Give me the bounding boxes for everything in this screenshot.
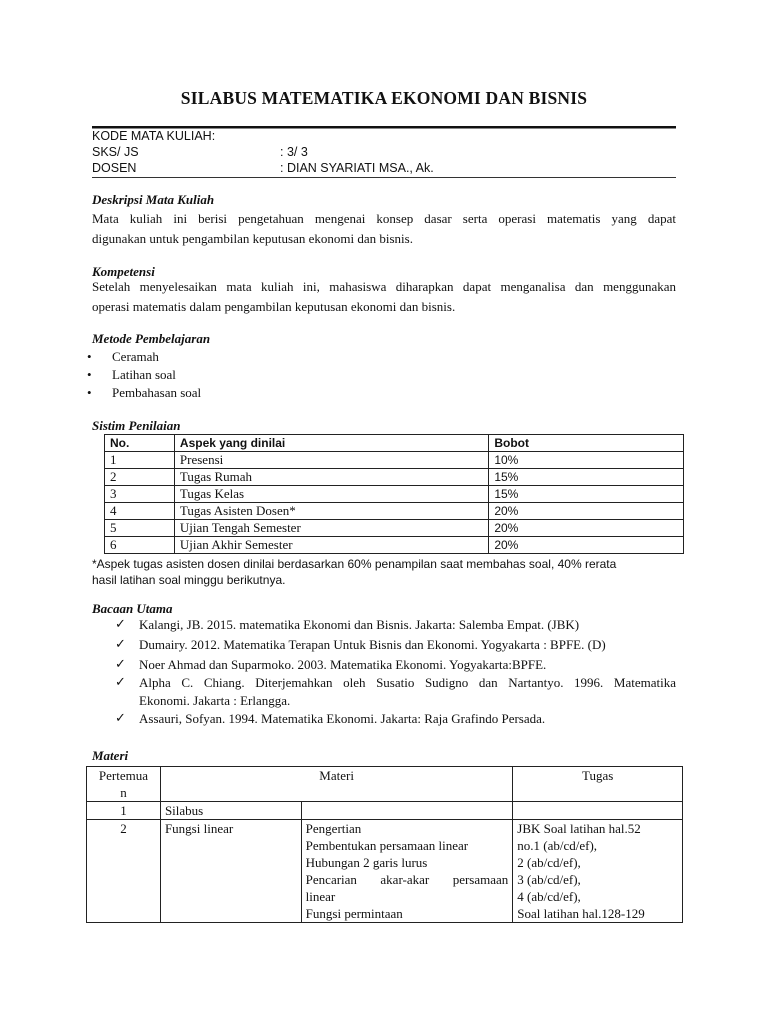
metode-item-label: Pembahasan soal xyxy=(112,385,202,400)
tugas-line: 4 (ab/cd/ef), xyxy=(517,889,581,904)
subtopic-line: Hubungan 2 garis lurus xyxy=(305,855,428,870)
grading-table xyxy=(104,434,684,554)
cell-pertemuan: 2 xyxy=(87,820,161,923)
materi-heading: Materi xyxy=(92,748,129,763)
metode-item-label: Ceramah xyxy=(112,349,159,364)
cell-bobot: 20% xyxy=(489,503,684,520)
bullet-icon: • xyxy=(87,349,92,364)
column-header-materi: Materi xyxy=(160,767,512,802)
subtopic-line: Pencarian akar-akar persamaan xyxy=(305,872,509,887)
meta-label-kode: KODE MATA KULIAH: xyxy=(92,129,216,143)
cell-aspek: Ujian Tengah Semester xyxy=(174,520,488,537)
tugas-line: 2 (ab/cd/ef), xyxy=(517,855,581,870)
cell-no: 5 xyxy=(105,520,175,537)
cell-tugas xyxy=(513,802,683,820)
cell-pertemuan: 1 xyxy=(87,802,161,820)
tugas-line: JBK Soal latihan hal.52 xyxy=(517,821,641,836)
checkmark-icon: ✓ xyxy=(115,675,126,690)
column-header-bobot: Bobot xyxy=(489,435,684,452)
cell-bobot: 10% xyxy=(489,452,684,469)
table-row xyxy=(105,452,684,469)
column-header-pertemuan-line-2: n xyxy=(120,785,127,800)
table-row xyxy=(87,802,683,820)
checkmark-icon: ✓ xyxy=(115,617,126,632)
column-header-tugas: Tugas xyxy=(513,767,683,802)
penilaian-note-line-1: *Aspek tugas asisten dosen dinilai berdasarkan 60% penampilan saat membahas soal, 40% rerata xyxy=(92,557,617,571)
subtopic-line: Pembentukan persamaan linear xyxy=(305,838,469,853)
cell-bobot: 20% xyxy=(489,537,684,554)
metode-item-label: Latihan soal xyxy=(112,367,176,382)
meta-value-sks: : 3/ 3 xyxy=(280,145,308,159)
cell-aspek: Tugas Asisten Dosen* xyxy=(174,503,488,520)
table-header-row xyxy=(87,767,683,802)
table-header-row xyxy=(105,435,684,452)
cell-bobot: 20% xyxy=(489,520,684,537)
tugas-line: Soal latihan hal.128-129 xyxy=(517,906,645,921)
cell-aspek: Tugas Kelas xyxy=(174,486,488,503)
table-row xyxy=(87,820,683,923)
bacaan-heading: Bacaan Utama xyxy=(92,601,173,616)
column-header-pertemuan xyxy=(87,767,161,802)
reference-text: Assauri, Sofyan. 1994. Matematika Ekonomi. Jakarta: Raja Grafindo Persada. xyxy=(139,711,546,726)
deskripsi-heading: Deskripsi Mata Kuliah xyxy=(92,192,215,207)
cell-aspek: Presensi xyxy=(174,452,488,469)
bullet-icon: • xyxy=(87,367,92,382)
meta-label-sks: SKS/ JS xyxy=(92,145,139,159)
deskripsi-line-2: digunakan untuk pengambilan keputusan ekonomi dan bisnis. xyxy=(92,231,413,246)
table-row xyxy=(105,503,684,520)
cell-no: 6 xyxy=(105,537,175,554)
column-header-no: No. xyxy=(105,435,175,452)
checkmark-icon: ✓ xyxy=(115,657,126,672)
cell-tugas xyxy=(513,820,683,923)
penilaian-note-line-2: hasil latihan soal minggu berikutnya. xyxy=(92,573,286,587)
cell-topic: Silabus xyxy=(160,802,301,820)
reference-text: Alpha C. Chiang. Diterjemahkan oleh Susatio Sudigno dan Nartantyo. 1996. Matematika xyxy=(139,675,676,690)
meta-divider xyxy=(92,177,676,178)
reference-text-continued: Ekonomi. Jakarta : Erlangga. xyxy=(139,693,291,708)
reference-text: Kalangi, JB. 2015. matematika Ekonomi dan Bisnis. Jakarta: Salemba Empat. (JBK) xyxy=(139,617,580,632)
cell-subtopic xyxy=(301,802,513,820)
meta-label-dosen: DOSEN xyxy=(92,161,137,175)
reference-item xyxy=(115,635,676,655)
subtopic-line: Pengertian xyxy=(305,821,362,836)
column-header-pertemuan-line-1: Pertemua xyxy=(98,768,149,783)
table-row xyxy=(105,520,684,537)
kompetensi-text xyxy=(92,277,676,317)
subtopic-line: linear xyxy=(305,889,336,904)
page-title: SILABUS MATEMATIKA EKONOMI DAN BISNIS xyxy=(180,88,588,108)
reference-text: Dumairy. 2012. Matematika Terapan Untuk Bisnis dan Ekonomi. Yogyakarta : BPFE. (D) xyxy=(139,637,606,652)
cell-no: 4 xyxy=(105,503,175,520)
meta-value-dosen: : DIAN SYARIATI MSA., Ak. xyxy=(280,161,434,175)
penilaian-heading: Sistim Penilaian xyxy=(92,418,181,433)
cell-topic: Fungsi linear xyxy=(160,820,301,923)
checkmark-icon: ✓ xyxy=(115,637,126,652)
reference-item xyxy=(115,615,676,635)
table-row xyxy=(105,486,684,503)
cell-subtopic xyxy=(301,820,513,923)
metode-heading: Metode Pembelajaran xyxy=(92,331,211,346)
cell-aspek: Ujian Akhir Semester xyxy=(174,537,488,554)
reference-item xyxy=(115,673,676,713)
bullet-icon: • xyxy=(87,385,92,400)
checkmark-icon: ✓ xyxy=(115,711,126,726)
tugas-line: 3 (ab/cd/ef), xyxy=(517,872,581,887)
subtopic-line: Fungsi permintaan xyxy=(305,906,403,921)
table-row xyxy=(105,537,684,554)
table-row xyxy=(105,469,684,486)
cell-bobot: 15% xyxy=(489,486,684,503)
cell-no: 2 xyxy=(105,469,175,486)
cell-no: 1 xyxy=(105,452,175,469)
reference-item xyxy=(115,655,676,675)
reference-item xyxy=(115,709,676,729)
kompetensi-line-2: operasi matematis dalam pengambilan keputusan ekonomi dan bisnis. xyxy=(92,299,456,314)
cell-no: 3 xyxy=(105,486,175,503)
deskripsi-line-1: Mata kuliah ini berisi pengetahuan mengenai konsep dasar serta operasi matematis yang dapat xyxy=(92,211,676,226)
cell-bobot: 15% xyxy=(489,469,684,486)
reference-text: Noer Ahmad dan Suparmoko. 2003. Matematika Ekonomi. Yogyakarta:BPFE. xyxy=(139,657,547,672)
cell-aspek: Tugas Rumah xyxy=(174,469,488,486)
column-header-aspek: Aspek yang dinilai xyxy=(174,435,488,452)
deskripsi-text xyxy=(92,209,676,249)
tugas-line: no.1 (ab/cd/ef), xyxy=(517,838,598,853)
kompetensi-line-1: Setelah menyelesaikan mata kuliah ini, mahasiswa diharapkan dapat menganalisa dan menggunakan xyxy=(92,279,676,294)
kompetensi-heading: Kompetensi xyxy=(92,264,155,279)
materi-table xyxy=(86,766,683,923)
